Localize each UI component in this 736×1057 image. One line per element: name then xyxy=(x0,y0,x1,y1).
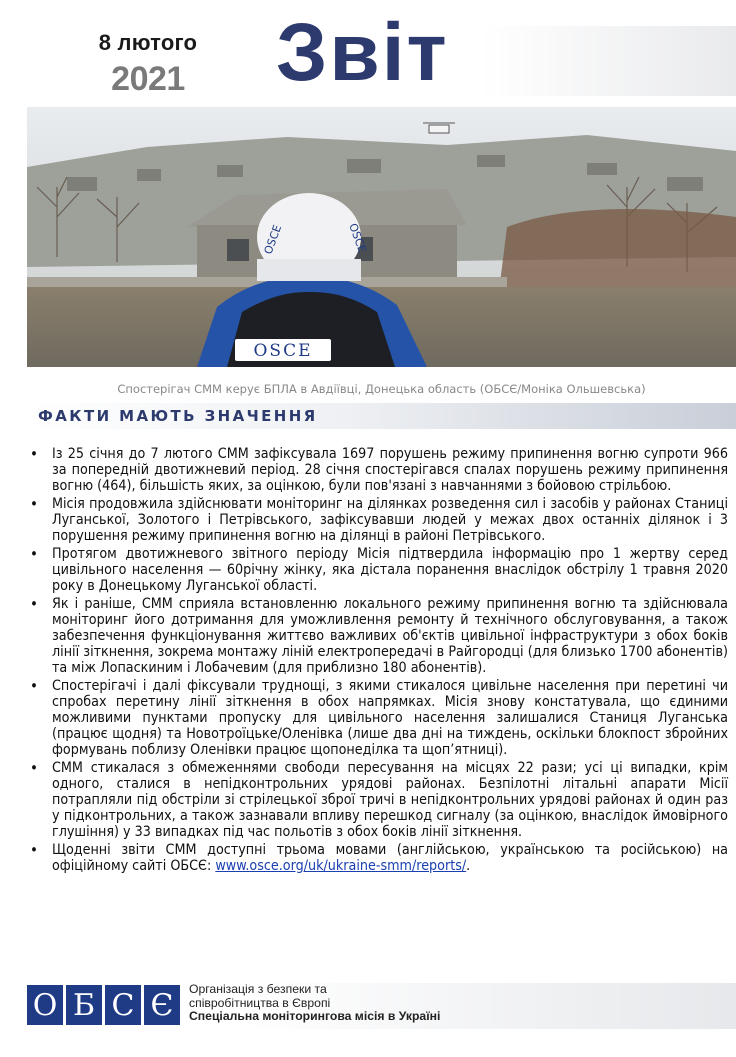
fact-item: • Місія продовжила здійснювати моніторинг на ділянках розведення сил і засобів у районах Станиці Луганської, Золотого і Петрівського, зафіксувавши людей у межах двох останніх ділянок і 3 порушення режиму припинення вогню на ділянці в районі Петрівського. xyxy=(28,496,728,544)
facts-title: ФАКТИ МАЮТЬ ЗНАЧЕННЯ xyxy=(38,407,318,425)
org-name-line1: Організація з безпеки та xyxy=(189,982,327,996)
mission-name: Спеціальна моніторингова місія в Україні xyxy=(189,1009,441,1023)
footer xyxy=(27,983,736,1029)
footer-org-text xyxy=(189,983,440,1024)
facts-list xyxy=(28,446,728,876)
fact-item-reports xyxy=(28,842,728,874)
report-date-year: 2021 xyxy=(111,60,185,98)
fact-item: • Із 25 січня до 7 лютого СММ зафіксувала 1697 порушень режиму припинення вогню супроти 966 за попередній двотижневий період. 28 січня спостерігався спалах порушень режиму припинення вогню (464), більшість яких, за оцінкою, були пов'язані з навчаннями з бойовою стрільбою. xyxy=(28,446,728,494)
vest-osce-text: OSCE xyxy=(253,341,313,361)
fact-item: • СММ стикалася з обмеженнями свободи пересування на місцях 22 рази; усі ці випадки, крім одного, сталися в непідконтрольних урядові районах. Безпілотні літальні апарати Місії потрапляли під обстріли зі стрілецької зброї тричі в непідконтрольних урядові районах й один раз у підконтрольних, а також зазнавали впливу перешкод сигналу (за оцінкою, внаслідок ймовірного глушіння) у 33 випадках під час польотів з обох боків лінії зіткнення. xyxy=(28,760,728,840)
header-gradient-band xyxy=(480,26,736,96)
logo-letter: О xyxy=(27,985,63,1025)
reports-text: Щоденні звіти СММ доступні трьома мовами (англійською, українською та російською) на офіційному сайті ОБСЄ: xyxy=(52,842,728,874)
logo-letter: Б xyxy=(66,985,102,1025)
logo-letter: Є xyxy=(144,985,180,1025)
org-name-line2: співробітництва в Європі xyxy=(189,995,331,1010)
logo-letter: С xyxy=(105,985,141,1025)
report-date xyxy=(78,30,218,99)
osce-logo xyxy=(27,985,180,1025)
helmet-osce-text: OSCE xyxy=(261,223,285,257)
fact-item: • Спостерігачі і далі фіксували труднощі, з якими стикалося цивільне населення при перетині чи спробах перетину лінії зіткнення в обох напрямках. Місія знову констатувала, що єдиними можливими пунктами пропуску для цивільного населення залишалися Станиця Луганська (працює щодня) та Новотроїцьке/Оленівка (лише два дні на тиждень, оскільки блокпост збройних формувань поблизу Оленівки працює щопонеділка та щоп’ятниці). xyxy=(28,678,728,758)
report-date-day: 8 лютого xyxy=(98,30,198,55)
report-title: Звіт xyxy=(276,7,449,98)
cover-photo xyxy=(27,107,736,367)
fact-item: • Як і раніше, СММ сприяла встановленню локального режиму припинення вогню та здійснювала моніторинг його дотримання для уможливлення ремонту й технічного обслуговування, а також забезпечення функціонування життєво важливих об'єктів цивільної інфраструктури з обох боків лінії зіткнення, зокрема монтажу ліній електропередачі в Райгородці (для близько 1700 абонентів) та між Лопаскиним і Лобачевим (для приблизно 180 абонентів). xyxy=(28,596,728,676)
reports-text-end: . xyxy=(466,858,471,874)
photo-caption: Спостерігач СММ керує БПЛА в Авдіївці, Донецька область (ОБСЄ/Моніка Ольшевська) xyxy=(117,382,646,396)
fact-item: • Протягом двотижневого звітного періоду Місія підтвердила інформацію про 1 жертву серед цивільного населення — 60річну жінку, яка дістала поранення внаслідок обстрілу 1 травня 2020 року в Донецькому Луганської області. xyxy=(28,546,728,594)
reports-link[interactable]: www.osce.org/uk/ukraine-smm/reports/ xyxy=(215,858,467,874)
svg-text:OSCE: OSCE xyxy=(346,221,369,255)
